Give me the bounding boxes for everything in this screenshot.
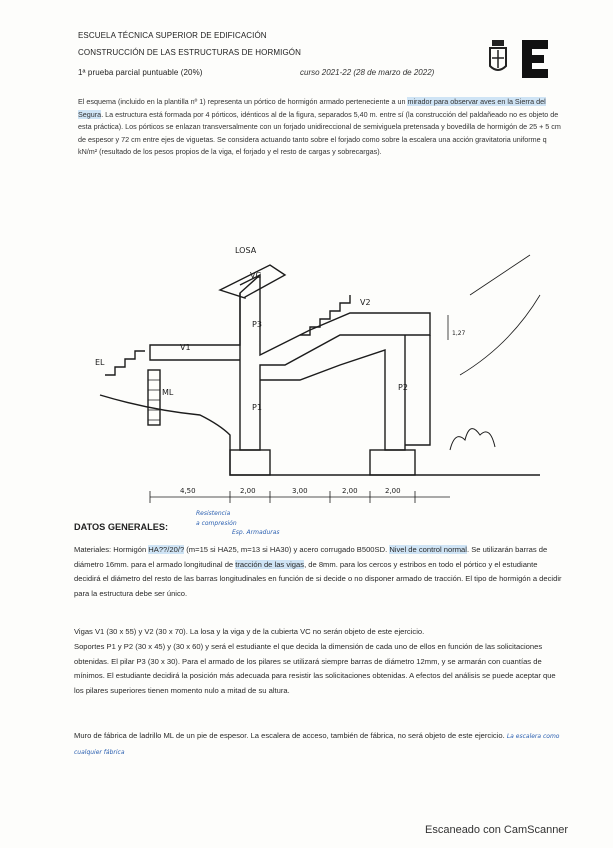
materiales-d: , de 8mm. para los cercos y estribos en todo el pórtico y el estudiante decidirá el diámetro del resto de las barras longitudinales en función de si decide o no disponer armado de tracción. El tipo de hormigón a decidir para la estructura debe ser único. bbox=[74, 559, 562, 598]
label-ml: ML bbox=[162, 388, 174, 397]
muro-note: La escalera como cualquier fábrica bbox=[74, 733, 560, 756]
label-p1: P1 bbox=[252, 403, 262, 412]
note-compresion: a compresión bbox=[196, 520, 237, 527]
dim-3: 3,00 bbox=[292, 487, 308, 495]
materiales-a: Materiales: Hormigón bbox=[74, 545, 149, 554]
muro-paragraph bbox=[74, 729, 566, 760]
label-height: 1,27 bbox=[452, 330, 466, 337]
label-losa: LOSA bbox=[235, 246, 257, 255]
school-name: ESCUELA TÉCNICA SUPERIOR DE EDIFICACIÓN bbox=[78, 31, 267, 40]
materiales-hl3: tracción de las vigas bbox=[235, 559, 305, 569]
label-vc: VC bbox=[250, 271, 262, 280]
label-v1: V1 bbox=[180, 343, 191, 352]
course-name: CONSTRUCCIÓN DE LAS ESTRUCTURAS DE HORMIGÓN bbox=[78, 48, 301, 57]
dim-5: 2,00 bbox=[385, 487, 401, 495]
institution-logos bbox=[484, 34, 556, 82]
e-logo bbox=[522, 40, 548, 78]
vigas-paragraph: Vigas V1 (30 x 55) y V2 (30 x 70). La losa y la viga y de la cubierta VC no serán objeto de este ejercicio. bbox=[74, 627, 425, 636]
soportes-paragraph: Soportes P1 y P2 (30 x 45) y (30 x 60) y será el estudiante el que decida la dimensión de cada uno de ellos en función de las solicitaciones obtenidas. El pilar P3 (30 x 30). Para el armado de los pilares se utilizará siempre barras de diámetro 12mm, y se armarán con cuantías de mínimos. El estudiante decidirá la posición más adecuada para resistir las solicitaciones obtenidas. A efectos del análisis se puede aceptar que los pilares superiores tienen momento nulo a mitad de su altura. bbox=[74, 642, 556, 695]
intro-text-b: . La estructura está formada por 4 pórticos, idénticos al de la figura, separados 5,40 m. entre sí (la construcción del paldañeado no es objeto de esta práctica). Los pórticos se enlazan transversalmente con un forjado unidireccional de semiviguela pretensada y bovedilla de hormigón de 25 + 5 cm de espesor y 72 cm entre ejes de viguetas. Se considera actuando tanto sobre el forjado como sobre la escalera una acción gravitatoria uniforme q kN/m² (resultado de los pesos propios de la viga, el forjado y el resto de cargas y sobrecargas). bbox=[78, 109, 561, 156]
scanner-footer: Escaneado con CamScanner bbox=[425, 824, 569, 836]
intro-paragraph bbox=[78, 96, 564, 159]
label-p3: P3 bbox=[252, 320, 262, 329]
muro-text: Muro de fábrica de ladrillo ML de un pie de espesor. La escalera de acceso, también de fábrica, no será objeto de este ejercicio. bbox=[74, 731, 505, 740]
dim-1: 4,50 bbox=[180, 487, 196, 495]
materiales-c: . Se utilizarán barras de diámetro 16mm. para el armado longitudinal de bbox=[74, 545, 548, 569]
label-p2: P2 bbox=[398, 383, 408, 392]
materiales-hl: HA??/20/? bbox=[148, 545, 185, 554]
intro-text-a: El esquema (incluido en la plantilla nº 1) representa un pórtico de hormigón armado perteneciente a un bbox=[78, 97, 408, 106]
label-el: EL bbox=[95, 358, 105, 367]
datos-title: DATOS GENERALES: bbox=[74, 522, 169, 532]
exam-date: curso 2021-22 (28 de marzo de 2022) bbox=[300, 68, 435, 77]
label-v2: V2 bbox=[360, 298, 371, 307]
exam-title: 1ª prueba parcial puntuable (20%) bbox=[78, 68, 203, 77]
intro-highlight: mirador para observar aves en la Sierra del Segura bbox=[78, 97, 546, 119]
crest-logo bbox=[490, 40, 506, 70]
note-armaduras: Esp. Armaduras bbox=[232, 529, 280, 536]
structure-sketch bbox=[70, 235, 590, 520]
dim-4: 2,00 bbox=[342, 487, 358, 495]
materiales-hl2: Nivel de control normal bbox=[389, 545, 467, 554]
materiales-paragraph bbox=[74, 543, 566, 601]
materiales-b: (m=15 si HA25, m=13 si HA30) y acero corrugado B500SD. bbox=[184, 545, 390, 554]
dim-2: 2,00 bbox=[240, 487, 256, 495]
note-resistencia: Resistencia bbox=[196, 510, 231, 517]
